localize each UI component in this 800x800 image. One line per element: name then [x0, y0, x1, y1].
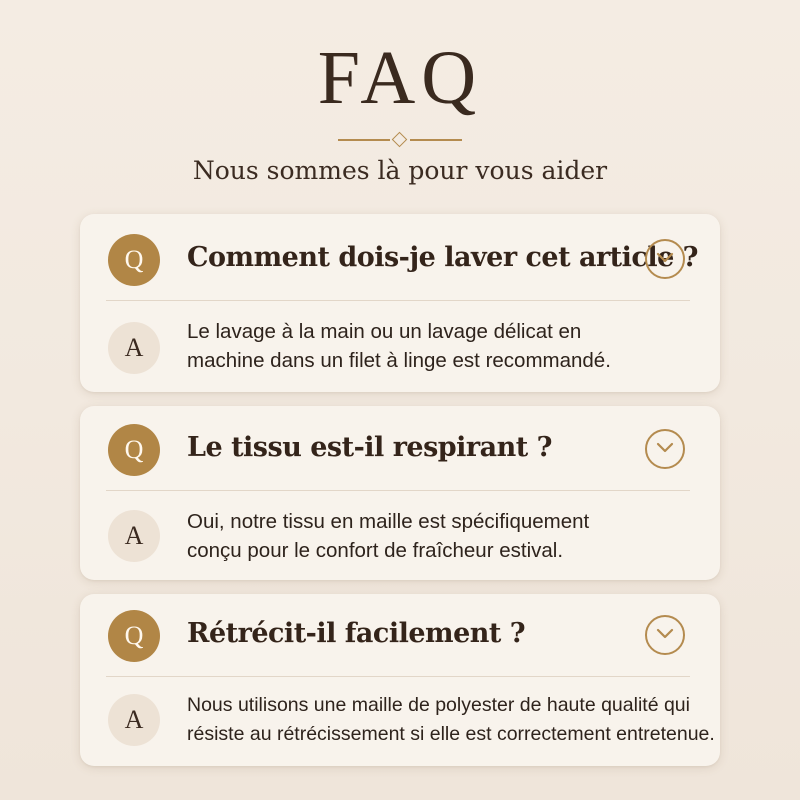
faq-question-row-1[interactable]	[80, 214, 720, 300]
chevron-down-icon[interactable]	[645, 239, 685, 279]
faq-separator	[106, 676, 690, 677]
question-badge: Q	[108, 424, 160, 476]
faq-answer-2-line-2: conçu pour le confort de fraîcheur estival.	[187, 539, 564, 562]
chevron-down-icon[interactable]	[645, 615, 685, 655]
faq-answer-3-line-1: Nous utilisons une maille de polyester de haute qualité qui	[187, 694, 690, 716]
faq-question-row-3[interactable]	[80, 594, 720, 680]
faq-question-2[interactable]: Le tissu est-il respirant ?	[187, 432, 552, 463]
faq-question-1[interactable]: Comment dois-je laver cet article ?	[187, 242, 698, 273]
faq-answer-2	[187, 507, 717, 565]
faq-separator	[106, 490, 690, 491]
faq-item-2	[80, 406, 720, 580]
page-header	[0, 38, 800, 118]
question-badge: Q	[108, 610, 160, 662]
faq-answer-1-line-2: machine dans un filet à linge est recommandé.	[187, 349, 611, 372]
faq-answer-3	[187, 691, 727, 749]
faq-separator	[106, 300, 690, 301]
faq-item-3	[80, 594, 720, 766]
faq-question-row-2[interactable]	[80, 406, 720, 492]
page-subtitle: Nous sommes là pour vous aider	[192, 156, 608, 185]
question-badge: Q	[108, 234, 160, 286]
diamond-icon	[392, 132, 408, 148]
answer-badge: A	[108, 510, 160, 562]
faq-question-3[interactable]: Rétrécit-il facilement ?	[187, 618, 526, 649]
faq-answer-1-line-1: Le lavage à la main ou un lavage délicat en	[187, 320, 582, 343]
page-title: FAQ	[317, 36, 483, 120]
faq-item-1	[80, 214, 720, 392]
chevron-down-icon[interactable]	[645, 429, 685, 469]
divider-line-left	[338, 139, 390, 141]
answer-badge: A	[108, 322, 160, 374]
faq-answer-2-line-1: Oui, notre tissu en maille est spécifiquement	[187, 510, 590, 533]
faq-answer-3-line-2: résiste au rétrécissement si elle est correctement entretenue.	[187, 723, 715, 745]
answer-badge: A	[108, 694, 160, 746]
ornamental-divider	[338, 130, 462, 150]
faq-answer-1	[187, 317, 717, 375]
divider-line-right	[410, 139, 462, 141]
